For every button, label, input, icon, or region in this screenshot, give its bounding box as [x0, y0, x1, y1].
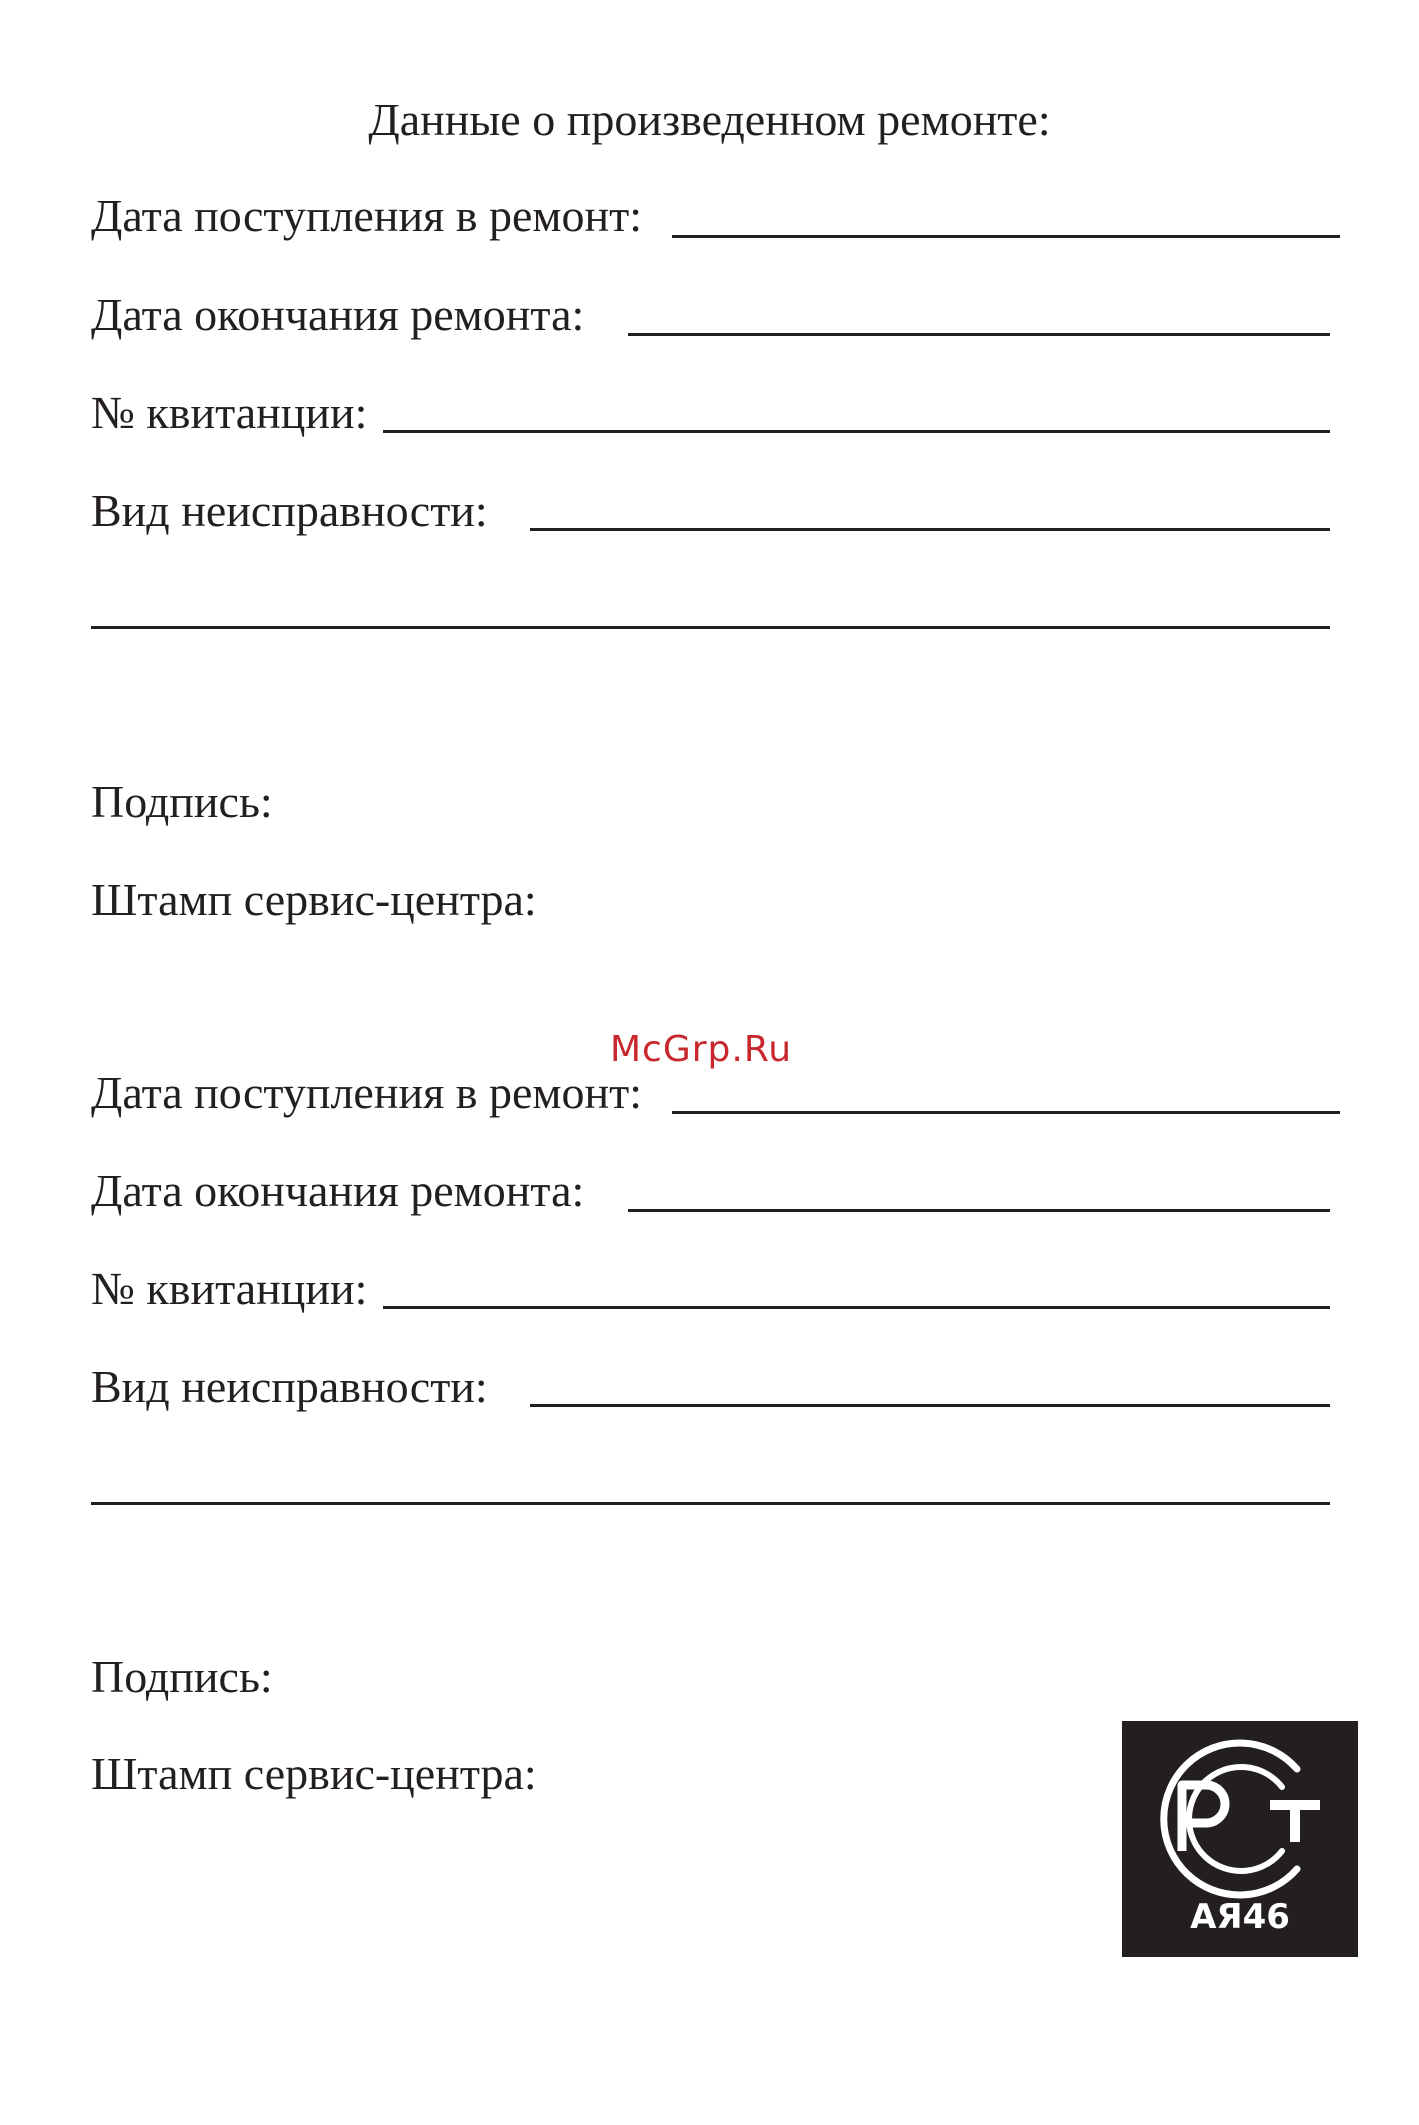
fault-type-field-1[interactable]	[530, 528, 1330, 531]
receipt-number-label-2: № квитанции:	[91, 1263, 368, 1314]
date-received-label-2: Дата поступления в ремонт:	[91, 1067, 642, 1118]
receipt-number-label-1: № квитанции:	[91, 387, 368, 438]
signature-label-2: Подпись:	[91, 1651, 273, 1702]
receipt-number-field-1[interactable]	[383, 430, 1330, 433]
date-completed-field-1[interactable]	[628, 333, 1330, 336]
fault-type-extra-line-1[interactable]	[91, 626, 1330, 629]
receipt-number-field-2[interactable]	[383, 1306, 1330, 1309]
signature-label-1: Подпись:	[91, 776, 273, 827]
stamp-label-2: Штамп сервис-центра:	[91, 1748, 537, 1799]
fault-type-label-2: Вид неисправности:	[91, 1361, 488, 1412]
fault-type-field-2[interactable]	[530, 1404, 1330, 1407]
fault-type-label-1: Вид неисправности:	[91, 485, 488, 536]
certification-code: АЯ46	[1190, 1897, 1290, 1937]
stamp-label-1: Штамп сервис-центра:	[91, 874, 537, 925]
date-received-label-1: Дата поступления в ремонт:	[91, 190, 642, 241]
date-completed-label-2: Дата окончания ремонта:	[91, 1165, 585, 1216]
date-received-field-1[interactable]	[672, 235, 1340, 238]
date-received-field-2[interactable]	[672, 1111, 1340, 1114]
page-title: Данные о произведенном ремонте:	[368, 94, 1051, 145]
watermark-text: McGrp.Ru	[610, 1029, 793, 1070]
date-completed-label-1: Дата окончания ремонта:	[91, 289, 585, 340]
date-completed-field-2[interactable]	[628, 1209, 1330, 1212]
fault-type-extra-line-2[interactable]	[91, 1502, 1330, 1505]
certification-mark	[1122, 1721, 1358, 1957]
